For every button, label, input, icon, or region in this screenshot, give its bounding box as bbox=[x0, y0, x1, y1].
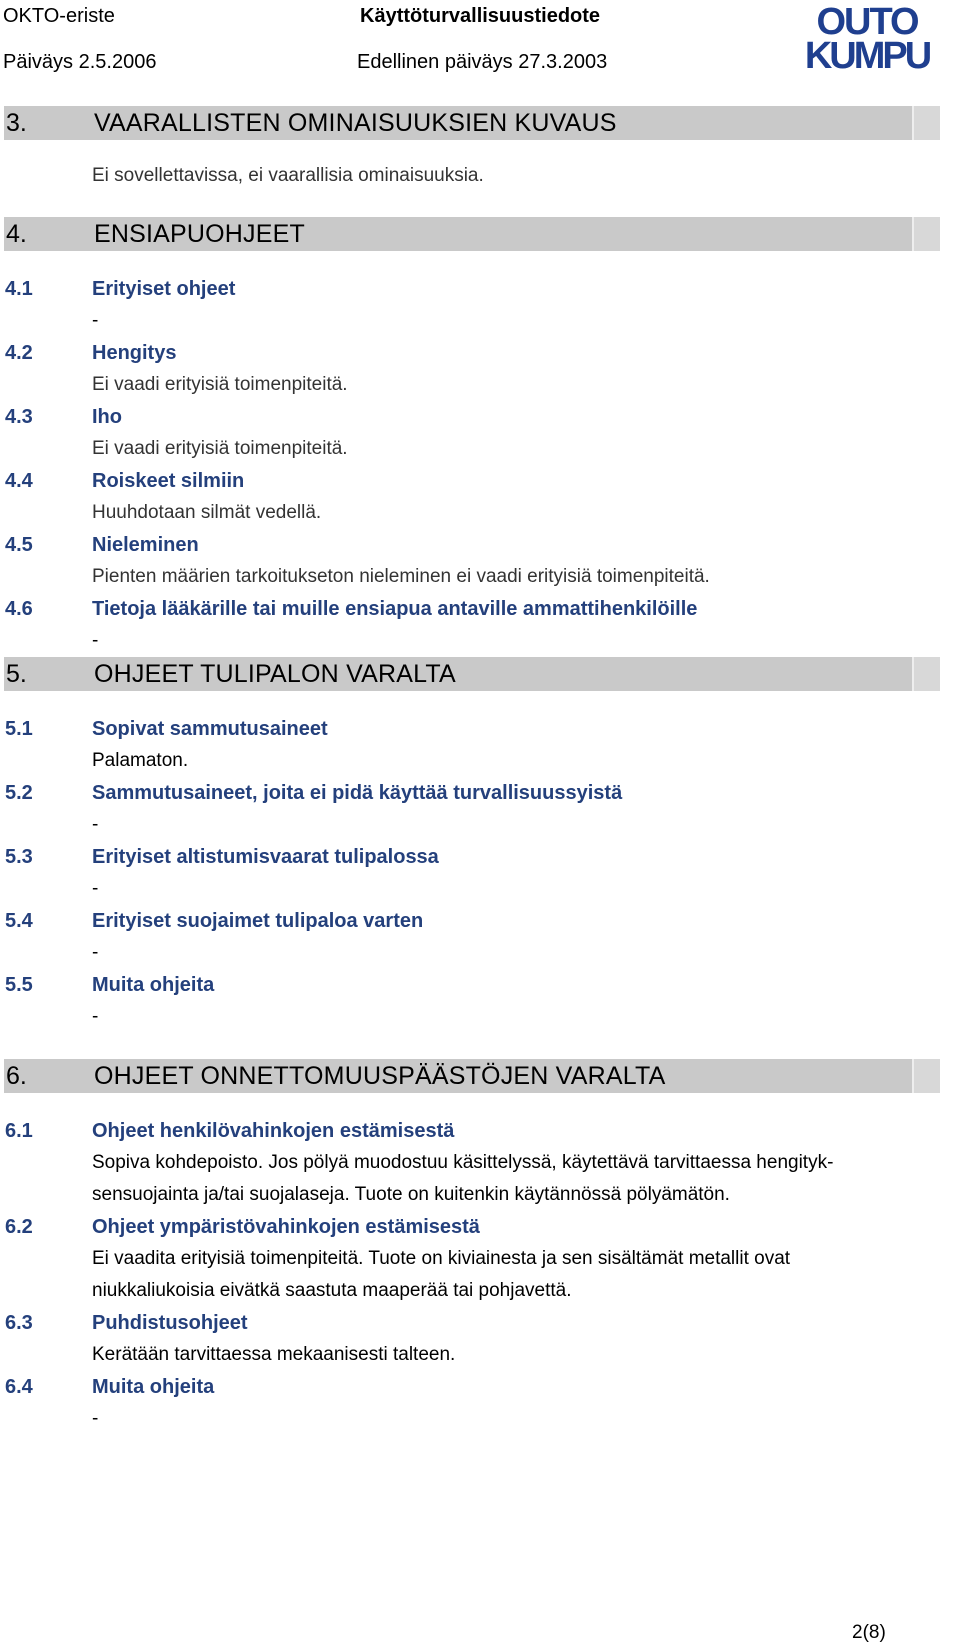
subsection-text: Pienten määrien tarkoitukseton nieleminen ei vaadi erityisiä toimenpiteitä. bbox=[92, 566, 710, 587]
outokumpu-logo bbox=[792, 2, 942, 70]
previous-date: Edellinen päiväys 27.3.2003 bbox=[357, 51, 608, 73]
subsection-text: - bbox=[92, 310, 99, 331]
section-number: 6. bbox=[6, 1061, 27, 1090]
subsection-heading: 6.3 Puhdistusohjeet bbox=[5, 1312, 248, 1334]
subsection-text: Ei vaadita erityisiä toimenpiteitä. Tuote on kiviainesta ja sen sisältämät metallit ovat bbox=[92, 1248, 791, 1269]
section-number: 4. bbox=[6, 219, 27, 248]
section-title: OHJEET ONNETTOMUUSPÄÄSTÖJEN VARALTA bbox=[94, 1061, 666, 1090]
section-title: VAARALLISTEN OMINAISUUKSIEN KUVAUS bbox=[94, 108, 617, 137]
section-title: ENSIAPUOHJEET bbox=[94, 219, 305, 248]
section-5-heading bbox=[4, 657, 940, 691]
logo-line1: OUTO bbox=[816, 2, 918, 43]
section-number: 5. bbox=[6, 659, 27, 688]
subsection-heading: 4.6 Tietoja lääkärille tai muille ensiapua antaville ammattihenkilöille bbox=[5, 598, 698, 620]
product-name: OKTO-eriste bbox=[3, 5, 115, 27]
subsection-text: - bbox=[92, 630, 99, 651]
subsection-heading: 6.1 Ohjeet henkilövahinkojen estämisestä bbox=[5, 1120, 455, 1142]
subsection-heading: 5.5 Muita ohjeita bbox=[5, 974, 215, 996]
section-3-heading bbox=[4, 106, 940, 140]
subsection-text: Kerätään tarvittaessa mekaanisesti talteen. bbox=[92, 1344, 456, 1365]
document-body bbox=[0, 106, 940, 1435]
subsection-heading: 4.5 Nieleminen bbox=[5, 534, 199, 556]
subsection-text: Sopiva kohdepoisto. Jos pölyä muodostuu käsittelyssä, käytettävä tarvittaessa hengityk- bbox=[92, 1152, 834, 1173]
subsection-text: Ei vaadi erityisiä toimenpiteitä. bbox=[92, 374, 348, 395]
subsection-text: - bbox=[92, 814, 99, 835]
issue-date: Päiväys 2.5.2006 bbox=[3, 51, 157, 73]
section-6-heading bbox=[4, 1059, 940, 1093]
subsection-text: - bbox=[92, 1006, 99, 1027]
subsection-text: - bbox=[92, 942, 99, 963]
subsection-text: - bbox=[92, 878, 99, 899]
subsection-heading: 4.2 Hengitys bbox=[5, 342, 177, 364]
subsection-text: Huuhdotaan silmät vedellä. bbox=[92, 502, 322, 523]
subsection-heading: 5.3 Erityiset altistumisvaarat tulipalossa bbox=[5, 846, 439, 868]
subsection-heading: 5.4 Erityiset suojaimet tulipaloa varten bbox=[5, 910, 424, 932]
logo-line2: KUMPU bbox=[804, 35, 930, 70]
page-number: 2(8) bbox=[852, 1622, 886, 1643]
subsection-text: - bbox=[92, 1408, 99, 1429]
section-3-text: Ei sovellettavissa, ei vaarallisia ominaisuuksia. bbox=[92, 165, 484, 186]
subsection-heading: 6.4 Muita ohjeita bbox=[5, 1376, 215, 1398]
subsection-text: sensuojainta ja/tai suojalaseja. Tuote on kuitenkin käytännössä pölyämätön. bbox=[92, 1184, 730, 1205]
subsection-heading: 4.4 Roiskeet silmiin bbox=[5, 470, 245, 492]
section-number: 3. bbox=[6, 108, 27, 137]
document-title: Käyttöturvallisuustiedote bbox=[360, 5, 601, 27]
subsection-heading: 5.2 Sammutusaineet, joita ei pidä käyttää turvallisuussyistä bbox=[5, 782, 623, 804]
section-title: OHJEET TULIPALON VARALTA bbox=[94, 659, 456, 688]
section-4-heading bbox=[4, 217, 940, 251]
subsection-heading: 4.3 Iho bbox=[5, 406, 122, 428]
subsection-heading: 4.1 Erityiset ohjeet bbox=[5, 278, 236, 300]
subsection-text: Palamaton. bbox=[92, 750, 189, 771]
subsection-text: Ei vaadi erityisiä toimenpiteitä. bbox=[92, 438, 348, 459]
subsection-heading: 5.1 Sopivat sammutusaineet bbox=[5, 718, 328, 740]
subsection-heading: 6.2 Ohjeet ympäristövahinkojen estämisestä bbox=[5, 1216, 480, 1238]
subsection-text: niukkaliukoisia eivätkä saastuta maaperää tai pohjavettä. bbox=[92, 1280, 572, 1301]
